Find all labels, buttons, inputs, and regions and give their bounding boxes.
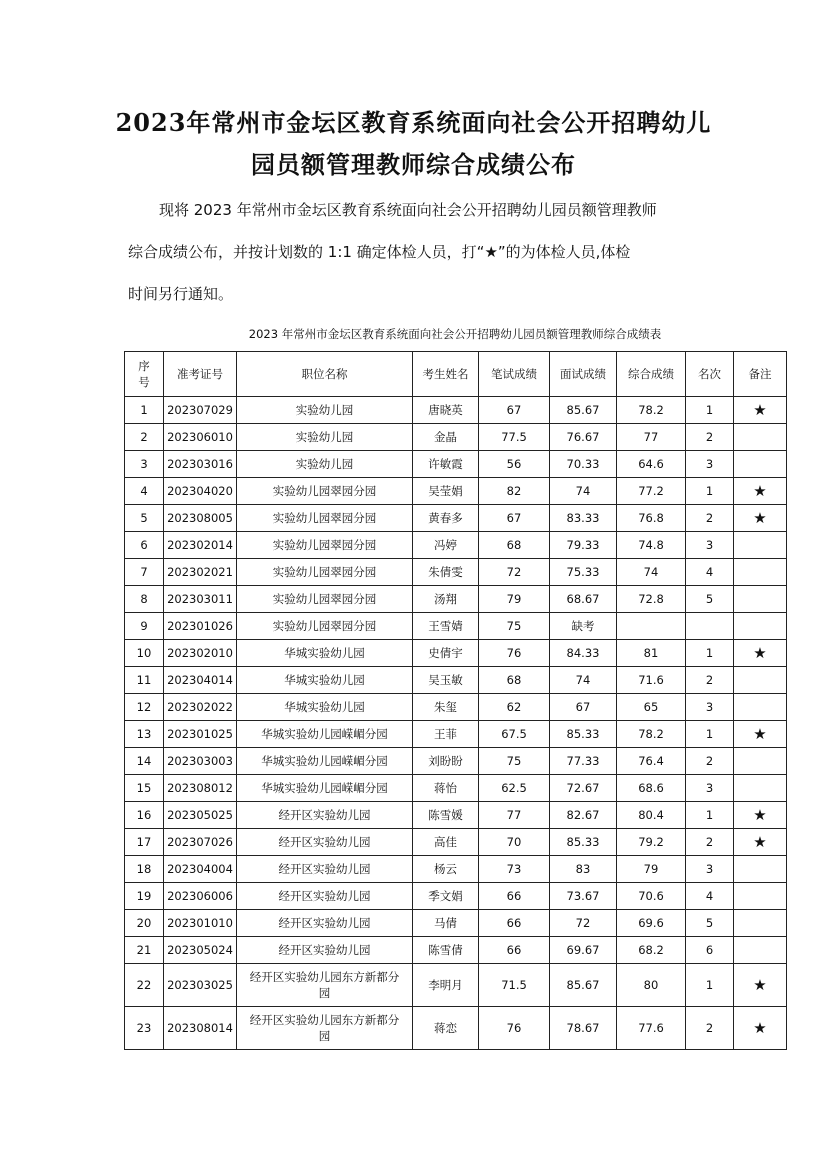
cell-col-interview: 72 [550,910,617,937]
table-row [125,910,787,937]
cell-remark-star-icon [734,694,787,721]
cell-col-total: 74 [617,559,686,586]
cell-col-exam-id: 202302021 [164,559,237,586]
cell-col-rank [686,613,734,640]
cell-col-interview: 70.33 [550,451,617,478]
cell-col-interview: 74 [550,667,617,694]
cell-col-position: 华城实验幼儿园 [237,694,413,721]
cell-col-index: 11 [125,667,164,694]
table-row [125,451,787,478]
cell-remark-star-icon [734,532,787,559]
cell-col-name: 季文娟 [413,883,479,910]
cell-col-written: 82 [479,478,550,505]
cell-col-position: 经开区实验幼儿园 [237,856,413,883]
cell-col-rank: 3 [686,532,734,559]
cell-col-exam-id: 202303016 [164,451,237,478]
cell-col-index: 16 [125,802,164,829]
notice-paragraph-line-2: 综合成绩公布，并按计划数的 1:1 确定体检人员，打“★”的为体检人员,体检 [128,243,631,261]
cell-col-index: 8 [125,586,164,613]
cell-col-interview: 73.67 [550,883,617,910]
cell-col-written: 56 [479,451,550,478]
cell-col-position: 华城实验幼儿园 [237,640,413,667]
cell-col-total: 64.6 [617,451,686,478]
cell-remark-star-icon [734,451,787,478]
cell-col-name: 高佳 [413,829,479,856]
cell-col-written: 68 [479,667,550,694]
cell-col-total: 65 [617,694,686,721]
cell-col-rank: 1 [686,397,734,424]
cell-col-rank: 2 [686,829,734,856]
cell-col-exam-id: 202305025 [164,802,237,829]
cell-col-written: 75 [479,613,550,640]
cell-col-exam-id: 202307026 [164,829,237,856]
cell-col-index: 9 [125,613,164,640]
cell-col-rank: 4 [686,559,734,586]
cell-col-exam-id: 202308014 [164,1007,237,1050]
cell-col-name: 王雪婧 [413,613,479,640]
cell-remark-star-icon: ★ [734,505,787,532]
cell-col-index: 2 [125,424,164,451]
cell-col-written: 67.5 [479,721,550,748]
cell-col-name: 史倩宇 [413,640,479,667]
cell-col-exam-id: 202303003 [164,748,237,775]
cell-remark-star-icon: ★ [734,829,787,856]
cell-col-interview: 85.33 [550,721,617,748]
cell-col-written: 70 [479,829,550,856]
cell-col-written: 77.5 [479,424,550,451]
cell-col-exam-id: 202304020 [164,478,237,505]
cell-remark-star-icon [734,910,787,937]
cell-remark-star-icon [734,856,787,883]
cell-col-interview: 79.33 [550,532,617,559]
cell-remark-star-icon: ★ [734,478,787,505]
cell-col-exam-id: 202302010 [164,640,237,667]
cell-remark-star-icon [734,667,787,694]
cell-col-written: 66 [479,883,550,910]
cell-col-rank: 5 [686,586,734,613]
cell-col-exam-id: 202303011 [164,586,237,613]
header-col-interview: 面试成绩 [550,352,617,397]
cell-col-index: 20 [125,910,164,937]
cell-col-total: 71.6 [617,667,686,694]
cell-col-exam-id: 202302014 [164,532,237,559]
cell-col-total: 68.2 [617,937,686,964]
cell-col-index: 1 [125,397,164,424]
cell-col-position: 实验幼儿园 [237,424,413,451]
cell-col-exam-id: 202304004 [164,856,237,883]
cell-remark-star-icon [734,775,787,802]
table-row [125,613,787,640]
cell-col-rank: 2 [686,424,734,451]
notice-paragraph-line-1: 现将 2023 年常州市金坛区教育系统面向社会公开招聘幼儿园员额管理教师 [159,201,657,219]
cell-col-total: 78.2 [617,397,686,424]
cell-col-interview: 85.67 [550,397,617,424]
cell-col-rank: 3 [686,451,734,478]
cell-col-index: 4 [125,478,164,505]
table-row [125,640,787,667]
cell-col-total: 68.6 [617,775,686,802]
cell-remark-star-icon: ★ [734,964,787,1007]
cell-col-index: 22 [125,964,164,1007]
cell-col-exam-id: 202306006 [164,883,237,910]
cell-remark-star-icon: ★ [734,640,787,667]
cell-remark-star-icon: ★ [734,397,787,424]
cell-col-exam-id: 202308005 [164,505,237,532]
cell-col-rank: 2 [686,1007,734,1050]
cell-col-rank: 4 [686,883,734,910]
cell-col-total: 76.8 [617,505,686,532]
cell-col-position: 经开区实验幼儿园 [237,910,413,937]
cell-remark-star-icon [734,613,787,640]
cell-col-written: 62.5 [479,775,550,802]
cell-col-written: 79 [479,586,550,613]
cell-col-exam-id: 202301025 [164,721,237,748]
cell-col-name: 蒋怡 [413,775,479,802]
notice-paragraph-line-3: 时间另行通知。 [128,285,234,303]
cell-col-written: 75 [479,748,550,775]
cell-col-name: 蒋恋 [413,1007,479,1050]
cell-col-position: 实验幼儿园翠园分园 [237,505,413,532]
cell-col-index: 18 [125,856,164,883]
cell-col-index: 21 [125,937,164,964]
table-row [125,856,787,883]
cell-col-written: 66 [479,910,550,937]
cell-col-name: 陈雪媛 [413,802,479,829]
cell-remark-star-icon: ★ [734,802,787,829]
cell-col-rank: 1 [686,478,734,505]
cell-col-written: 68 [479,532,550,559]
cell-col-index: 6 [125,532,164,559]
header-col-position: 职位名称 [237,352,413,397]
cell-col-position: 实验幼儿园翠园分园 [237,478,413,505]
cell-col-rank: 1 [686,640,734,667]
cell-col-index: 23 [125,1007,164,1050]
header-col-written: 笔试成绩 [479,352,550,397]
cell-col-interview: 85.67 [550,964,617,1007]
table-row [125,1007,787,1050]
cell-col-position: 经开区实验幼儿园 [237,802,413,829]
cell-col-total: 69.6 [617,910,686,937]
cell-col-index: 15 [125,775,164,802]
cell-col-index: 3 [125,451,164,478]
header-col-exam-id: 准考证号 [164,352,237,397]
cell-col-index: 12 [125,694,164,721]
cell-col-exam-id: 202304014 [164,667,237,694]
cell-col-total: 76.4 [617,748,686,775]
cell-col-rank: 2 [686,667,734,694]
table-row [125,964,787,1007]
cell-col-interview: 68.67 [550,586,617,613]
cell-col-written: 77 [479,802,550,829]
cell-col-position: 实验幼儿园 [237,397,413,424]
header-col-total: 综合成绩 [617,352,686,397]
cell-col-interview: 78.67 [550,1007,617,1050]
cell-col-written: 73 [479,856,550,883]
cell-col-interview: 缺考 [550,613,617,640]
cell-col-total: 80.4 [617,802,686,829]
cell-col-total: 81 [617,640,686,667]
cell-col-position: 实验幼儿园翠园分园 [237,586,413,613]
cell-col-exam-id: 202303025 [164,964,237,1007]
cell-col-position: 经开区实验幼儿园 [237,937,413,964]
cell-col-rank: 5 [686,910,734,937]
table-row [125,748,787,775]
document-title-line-2: 园员额管理教师综合成绩公布 [251,150,576,179]
cell-col-position: 华城实验幼儿园嵘嵋分园 [237,721,413,748]
cell-col-written: 67 [479,505,550,532]
cell-col-interview: 82.67 [550,802,617,829]
cell-col-total: 74.8 [617,532,686,559]
cell-col-interview: 77.33 [550,748,617,775]
table-row [125,586,787,613]
cell-col-exam-id: 202302022 [164,694,237,721]
cell-col-name: 马倩 [413,910,479,937]
cell-remark-star-icon [734,748,787,775]
cell-remark-star-icon: ★ [734,721,787,748]
cell-col-name: 黄春多 [413,505,479,532]
cell-col-rank: 2 [686,505,734,532]
cell-col-interview: 67 [550,694,617,721]
table-row [125,397,787,424]
table-row [125,532,787,559]
cell-col-index: 5 [125,505,164,532]
table-header-row [125,352,787,397]
cell-col-name: 朱玺 [413,694,479,721]
cell-remark-star-icon [734,424,787,451]
cell-remark-star-icon [734,559,787,586]
cell-col-written: 76 [479,640,550,667]
cell-col-exam-id: 202306010 [164,424,237,451]
cell-col-position: 实验幼儿园翠园分园 [237,613,413,640]
cell-col-position: 华城实验幼儿园 [237,667,413,694]
cell-col-name: 杨云 [413,856,479,883]
cell-col-rank: 2 [686,748,734,775]
document-title-line-1: 2023年常州市金坛区教育系统面向社会公开招聘幼儿 [115,108,712,137]
cell-col-rank: 1 [686,964,734,1007]
table-row [125,505,787,532]
cell-col-interview: 74 [550,478,617,505]
cell-col-position: 华城实验幼儿园嵘嵋分园 [237,748,413,775]
cell-col-total: 77.2 [617,478,686,505]
cell-remark-star-icon: ★ [734,1007,787,1050]
cell-col-name: 汤翔 [413,586,479,613]
cell-col-interview: 83.33 [550,505,617,532]
cell-col-position: 经开区实验幼儿园 [237,829,413,856]
cell-col-total: 70.6 [617,883,686,910]
cell-col-position: 经开区实验幼儿园 [237,883,413,910]
cell-col-name: 吴玉敏 [413,667,479,694]
cell-col-index: 14 [125,748,164,775]
cell-col-name: 吴莹娟 [413,478,479,505]
table-row [125,667,787,694]
cell-remark-star-icon [734,937,787,964]
cell-col-exam-id: 202305024 [164,937,237,964]
cell-col-index: 7 [125,559,164,586]
cell-col-total: 80 [617,964,686,1007]
cell-col-rank: 6 [686,937,734,964]
header-col-remark: 备注 [734,352,787,397]
cell-col-written: 66 [479,937,550,964]
table-row [125,937,787,964]
cell-col-name: 唐晓英 [413,397,479,424]
header-col-rank: 名次 [686,352,734,397]
cell-col-interview: 75.33 [550,559,617,586]
cell-col-total: 79.2 [617,829,686,856]
cell-col-position: 实验幼儿园翠园分园 [237,532,413,559]
cell-col-position: 实验幼儿园翠园分园 [237,559,413,586]
cell-col-exam-id: 202308012 [164,775,237,802]
cell-col-interview: 85.33 [550,829,617,856]
cell-col-position: 经开区实验幼儿园东方新都分园 [237,1007,413,1050]
table-row [125,802,787,829]
cell-remark-star-icon [734,586,787,613]
cell-col-name: 冯婷 [413,532,479,559]
table-row [125,883,787,910]
cell-col-exam-id: 202301010 [164,910,237,937]
cell-col-rank: 1 [686,721,734,748]
cell-col-position: 华城实验幼儿园嵘嵋分园 [237,775,413,802]
scores-table [124,351,787,1050]
table-body [125,397,787,1050]
cell-col-interview: 76.67 [550,424,617,451]
cell-col-index: 19 [125,883,164,910]
table-row [125,559,787,586]
cell-col-total: 77 [617,424,686,451]
table-row [125,775,787,802]
cell-col-name: 陈雪倩 [413,937,479,964]
table-caption: 2023 年常州市金坛区教育系统面向社会公开招聘幼儿园员额管理教师综合成绩表 [248,327,662,341]
cell-col-name: 王菲 [413,721,479,748]
table-row [125,721,787,748]
cell-col-total: 72.8 [617,586,686,613]
cell-col-name: 朱倩雯 [413,559,479,586]
cell-col-name: 许敏霞 [413,451,479,478]
cell-col-exam-id: 202301026 [164,613,237,640]
cell-col-interview: 83 [550,856,617,883]
cell-col-index: 10 [125,640,164,667]
cell-col-rank: 3 [686,775,734,802]
cell-col-rank: 1 [686,802,734,829]
cell-col-written: 76 [479,1007,550,1050]
table-row [125,694,787,721]
cell-col-total: 79 [617,856,686,883]
cell-col-written: 67 [479,397,550,424]
cell-col-total: 78.2 [617,721,686,748]
table-row [125,478,787,505]
cell-col-written: 62 [479,694,550,721]
cell-col-total [617,613,686,640]
cell-remark-star-icon [734,883,787,910]
cell-col-name: 刘盼盼 [413,748,479,775]
cell-col-name: 李明月 [413,964,479,1007]
cell-col-rank: 3 [686,856,734,883]
cell-col-interview: 84.33 [550,640,617,667]
table-row [125,829,787,856]
header-col-name: 考生姓名 [413,352,479,397]
cell-col-position: 实验幼儿园 [237,451,413,478]
cell-col-exam-id: 202307029 [164,397,237,424]
cell-col-rank: 3 [686,694,734,721]
cell-col-interview: 69.67 [550,937,617,964]
cell-col-written: 71.5 [479,964,550,1007]
cell-col-index: 13 [125,721,164,748]
table-row [125,424,787,451]
cell-col-index: 17 [125,829,164,856]
cell-col-interview: 72.67 [550,775,617,802]
header-col-index: 序号 [125,352,164,397]
cell-col-position: 经开区实验幼儿园东方新都分园 [237,964,413,1007]
cell-col-total: 77.6 [617,1007,686,1050]
cell-col-name: 金晶 [413,424,479,451]
cell-col-written: 72 [479,559,550,586]
